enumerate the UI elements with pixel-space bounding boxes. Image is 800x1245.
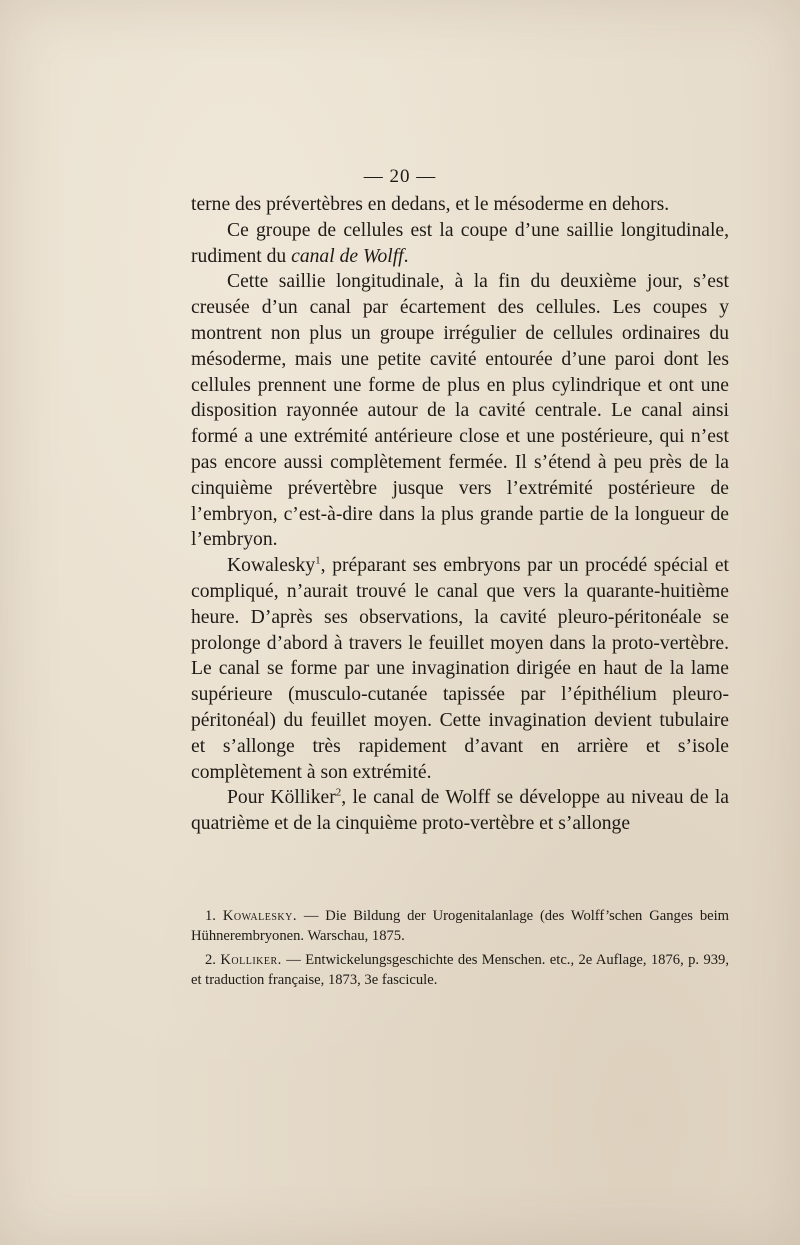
kowalesky-name: Kowalesky — [227, 555, 316, 577]
paragraph-4-text: , préparant ses embryons par un procédé spécial et compliqué, n’aurait trouvé le canal que vers la quarante-huitième heure. D’après ses observations, la cavité pleuro-péritonéale se prolonge d’abord à travers le feuillet moyen dans la proto-vertèbre. Le canal se forme par une invagination dirigée en haut de la lame supérieure (musculo-cutanée tapissée par l’épithélium pleuro-péritonéal) du feuillet moyen. Cette invagination devient tubulaire et s’allonge très rapidement d’avant en arrière et s’isole complètement à son extrémité. — [191, 555, 729, 783]
footnote-1-author: Kowalesky. — [222, 908, 297, 924]
paragraph-1: terne des prévertèbres en dedans, et le mésoderme en dehors. — [191, 194, 670, 215]
body-text — [191, 192, 729, 837]
paragraph-3: Cette saillie longitudinale, à la fin du deuxième jour, s’est creusée d’un canal par écartement des cellules. Les coupes y montrent non plus un groupe irrégulier de cellules ordinaires du mésoderme, mais une petite cavité entourée d’une paroi dont les cellules prennent une forme de plus en plus cylindrique et ont une disposition rayonnée autour de la cavité centrale. Le canal ainsi formé a une extrémité antérieure close et une postérieure, qui n’est pas encore aussi complètement fermée. Il s’étend à peu près de la cinquième prévertèbre jusque vers l’extrémité postérieure de l’embryon, c’est-à-dire dans la plus grande partie de la longueur de l’embryon. — [191, 271, 729, 551]
footnote-1 — [191, 906, 729, 946]
footnote-2-author: Kolliker. — [220, 952, 282, 968]
footnote-1-text: — Die Bildung der Urogenitalanlage (des Wolff’schen Ganges beim Hühnerembryonen. Warschau, 1875. — [191, 908, 730, 944]
canal-de-wolff-italic: canal de Wolff — [291, 245, 404, 267]
footnote-2-number: 2. — [205, 952, 221, 968]
footnote-1-number: 1. — [205, 908, 223, 924]
paragraph-2-start: Ce groupe de cellules est la coupe d’une saillie longitudinale, rudiment du — [191, 219, 729, 267]
footnote-ref-2: 2 — [335, 786, 342, 799]
paragraph-5-text: , le canal de Wolff se développe au niveau de la quatrième et de la cinquième proto-vertèbre et s’allonge — [191, 787, 729, 835]
paragraph-5 — [191, 785, 729, 837]
kolliker-name: Pour Kölliker — [227, 787, 336, 809]
page-number: — 20 — — [363, 166, 437, 187]
paragraph-2 — [191, 218, 729, 270]
paragraph-2-end: . — [403, 245, 409, 267]
footnote-2-text: — Entwickelungsgeschichte des Menschen. etc., 2e Auflage, 1876, p. 939, et traduction française, 1873, 3e fascicule. — [191, 952, 729, 988]
footnote-2 — [191, 950, 729, 990]
paragraph-4 — [191, 553, 729, 785]
footnotes — [191, 906, 729, 990]
footnote-ref-1: 1 — [315, 554, 321, 567]
